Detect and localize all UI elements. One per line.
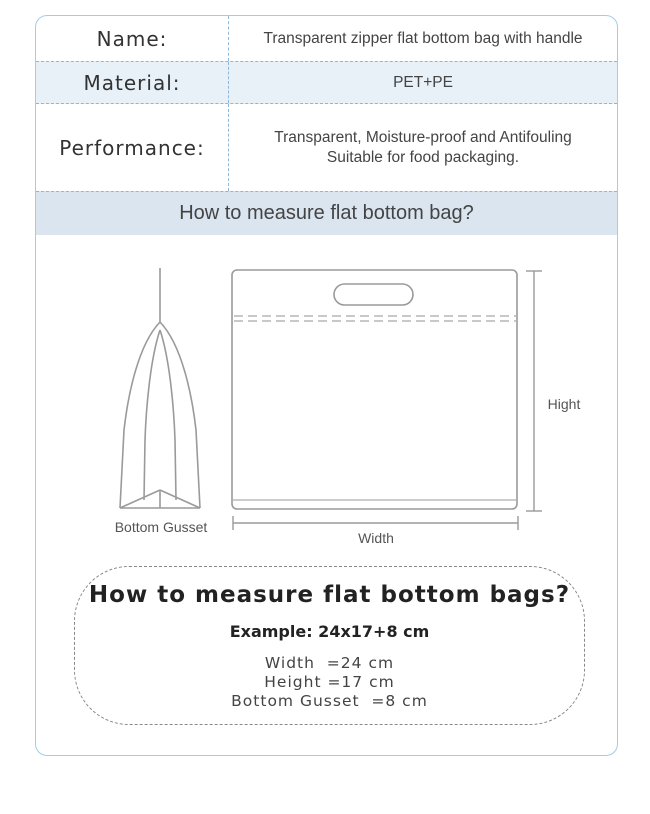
- handle-hole-icon: [334, 284, 413, 305]
- bag-front-view-icon: [232, 270, 517, 509]
- spec-value: Transparent, Moisture-proof and Antifouling Suitable for food packaging.: [274, 128, 572, 166]
- example-gusset-line: Bottom Gusset =8 cm: [231, 692, 428, 710]
- example-line: Example: 24x17+8 cm: [229, 622, 430, 641]
- measure-heading: How to measure flat bottom bag?: [36, 191, 617, 235]
- example-height-line: Height =17 cm: [264, 673, 395, 691]
- example-width-line: Width =24 cm: [264, 654, 395, 672]
- zipper-line: [234, 316, 516, 321]
- example-title: How to measure flat bottom bags?: [88, 582, 571, 608]
- spec-value: Transparent zipper flat bottom bag with handle: [263, 29, 583, 47]
- bottom-gusset-label: Bottom Gusset: [114, 519, 208, 535]
- height-dimension-line: [526, 271, 542, 511]
- height-label: Hight: [547, 396, 581, 412]
- example-measurements: [75, 654, 584, 711]
- bag-side-view-icon: [120, 268, 200, 508]
- spec-value: PET+PE: [393, 73, 453, 91]
- spec-label: Name:: [36, 16, 229, 61]
- width-label: Width: [358, 530, 394, 546]
- spec-label: Performance:: [36, 104, 229, 191]
- example-box: [74, 566, 585, 725]
- width-dimension-line: [233, 516, 518, 530]
- spec-label: Material:: [36, 62, 229, 103]
